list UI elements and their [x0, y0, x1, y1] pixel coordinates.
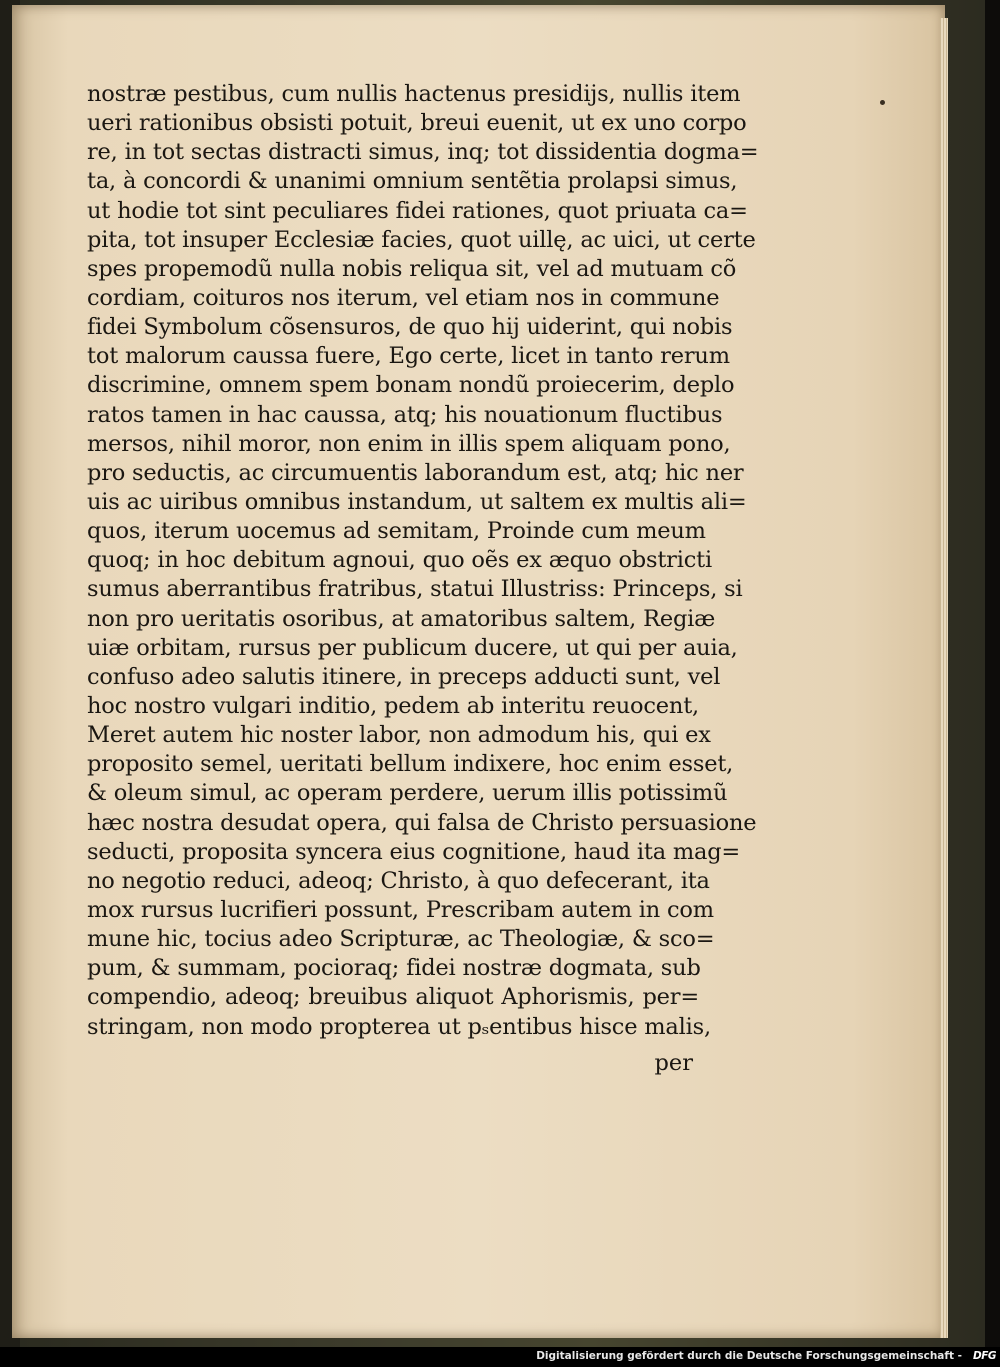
text-line: fidei Symbolum cõsensuros, de quo hij uiderint, qui nobis: [87, 314, 733, 341]
text-line: compendio, adeoq; breuibus aliquot Aphorismis, per=: [87, 984, 699, 1011]
dfg-logo: DFG: [972, 1350, 996, 1362]
text-line: ueri rationibus obsisti potuit, breui euenit, ut ex uno corpo: [87, 110, 747, 137]
text-line: mox rursus lucrifieri possunt, Prescribam autem in com: [87, 896, 714, 923]
text-line: uiæ orbitam, rursus per publicum ducere, ut qui per auia,: [87, 634, 738, 661]
text-line: non pro ueritatis osoribus, at amatoribus saltem, Regiæ: [87, 605, 716, 632]
text-line: pro seductis, ac circumuentis laborandum est, atq; hic ner: [87, 459, 744, 486]
text-line: no negotio reduci, adeoq; Christo, à quo defecerant, ita: [87, 867, 710, 894]
text-line: hæc nostra desudat opera, qui falsa de Christo persuasione: [87, 809, 757, 836]
text-line: re, in tot sectas distracti simus, inq; tot dissidentia dogma=: [87, 139, 759, 166]
text-line: ratos tamen in hac caussa, atq; his nouationum fluctibus: [87, 401, 723, 428]
text-line: nostræ pestibus, cum nullis hactenus presidijs, nullis item: [87, 81, 741, 107]
page-text: [87, 80, 759, 1042]
text-line: quos, iterum uocemus ad semitam, Proinde cum meum: [87, 518, 706, 545]
text-line: hoc nostro vulgari inditio, pedem ab interitu reuocent,: [87, 692, 699, 719]
text-line: stringam, non modo propterea ut pₛentibus hisce malis,: [87, 1013, 711, 1040]
text-line: proposito semel, ueritati bellum indixere, hoc enim esset,: [87, 751, 734, 778]
text-line: confuso adeo salutis itinere, in preceps adducti sunt, vel: [87, 663, 721, 690]
text-line: tot malorum caussa fuere, Ego certe, licet in tanto rerum: [87, 343, 730, 370]
text-line: & oleum simul, ac operam perdere, uerum illis potissimũ: [87, 780, 728, 807]
text-line: spes propemodũ nulla nobis reliqua sit, vel ad mutuam cõ: [87, 255, 737, 282]
text-line: sumus aberrantibus fratribus, statui Illustriss: Princeps, si: [87, 576, 743, 603]
text-line: uis ac uiribus omnibus instandum, ut saltem ex multis ali=: [87, 488, 747, 515]
text-line: seducti, proposita syncera eius cognitione, haud ita mag=: [87, 838, 741, 865]
text-line: mersos, nihil moror, non enim in illis spem aliquam pono,: [87, 430, 731, 457]
text-line: cordiam, coituros nos iterum, vel etiam nos in commune: [87, 284, 720, 311]
text-line: Meret autem hic noster labor, non admodum his, qui ex: [87, 722, 711, 749]
text-line: mune hic, tocius adeo Scripturæ, ac Theologiæ, & sco=: [87, 926, 715, 953]
text-line: quoq; in hoc debitum agnoui, quo oẽs ex æquo obstricti: [87, 547, 712, 574]
page-edges: [940, 18, 948, 1338]
text-line: ta, à concordi & unanimi omnium sentẽtia prolapsi simus,: [87, 168, 738, 195]
text-line: pita, tot insuper Ecclesiæ facies, quot uillę, ac uici, ut certe: [87, 226, 756, 253]
ink-spot: [880, 100, 885, 105]
text-line: discrimine, omnem spem bonam nondũ proiecerim, deplo: [87, 372, 735, 399]
text-line: ut hodie tot sint peculiares fidei rationes, quot priuata ca=: [87, 197, 748, 224]
text-line: pum, & summam, pocioraq; fidei nostræ dogmata, sub: [87, 955, 701, 982]
digitization-credit: Digitalisierung gefördert durch die Deutsche Forschungsgemeinschaft -: [536, 1350, 962, 1362]
catchword: per: [654, 1050, 693, 1076]
